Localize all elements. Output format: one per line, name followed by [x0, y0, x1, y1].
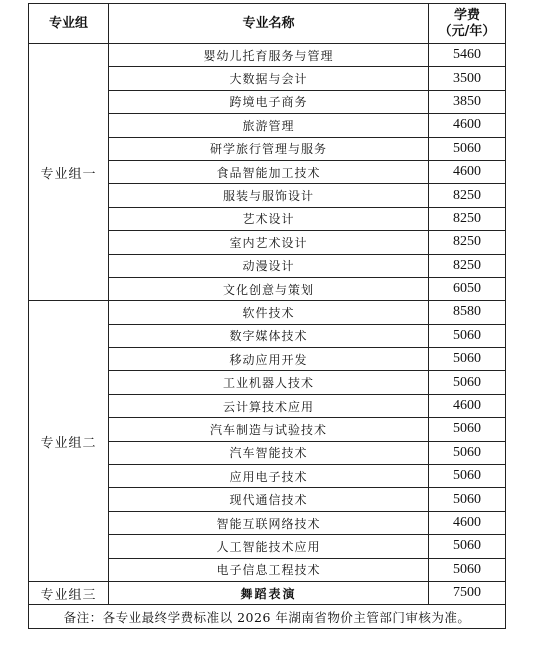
major-name: 人工智能技术应用: [109, 535, 429, 558]
group-label: 专业组二: [29, 301, 109, 582]
major-fee: 4600: [429, 114, 506, 137]
table-body: [29, 44, 506, 605]
header-major-name: 专业名称: [109, 4, 429, 44]
header-fee-title: 学费: [453, 7, 480, 23]
major-name: 工业机器人技术: [109, 371, 429, 394]
major-fee: 5060: [429, 558, 506, 581]
major-fee: 8580: [429, 301, 506, 324]
major-name: 艺术设计: [109, 207, 429, 230]
major-name: 婴幼儿托育服务与管理: [109, 44, 429, 67]
major-name: 软件技术: [109, 301, 429, 324]
table-row: [29, 581, 506, 604]
major-fee: 3500: [429, 67, 506, 90]
major-name: 移动应用开发: [109, 348, 429, 371]
major-fee: 8250: [429, 254, 506, 277]
major-fee: 4600: [429, 160, 506, 183]
major-name: 研学旅行管理与服务: [109, 137, 429, 160]
major-fee: 5060: [429, 137, 506, 160]
major-name: 服装与服饰设计: [109, 184, 429, 207]
major-fee: 5060: [429, 441, 506, 464]
major-name: 智能互联网络技术: [109, 511, 429, 534]
major-fee: 5060: [429, 324, 506, 347]
header-group: 专业组: [29, 4, 109, 44]
major-name: 室内艺术设计: [109, 231, 429, 254]
major-name: 现代通信技术: [109, 488, 429, 511]
major-fee: 8250: [429, 184, 506, 207]
major-fee: 6050: [429, 277, 506, 300]
major-name: 应用电子技术: [109, 465, 429, 488]
major-fee: 5060: [429, 465, 506, 488]
header-fee-unit: （元/年）: [438, 23, 496, 39]
group-label: 专业组一: [29, 44, 109, 301]
major-name: 旅游管理: [109, 114, 429, 137]
major-fee: 8250: [429, 231, 506, 254]
header-fee: [429, 4, 506, 44]
table-row: [29, 301, 506, 324]
tuition-table: [28, 3, 506, 629]
note-row: [29, 605, 506, 629]
major-name: 食品智能加工技术: [109, 160, 429, 183]
major-fee: 3850: [429, 90, 506, 113]
major-fee: 5060: [429, 488, 506, 511]
major-fee: 5460: [429, 44, 506, 67]
table-row: [29, 44, 506, 67]
major-fee: 8250: [429, 207, 506, 230]
table-header-row: [29, 4, 506, 44]
major-fee: 5060: [429, 348, 506, 371]
major-name: 汽车制造与试验技术: [109, 418, 429, 441]
major-name: 数字媒体技术: [109, 324, 429, 347]
major-name: 电子信息工程技术: [109, 558, 429, 581]
major-name: 舞蹈表演: [109, 581, 429, 604]
major-name: 文化创意与策划: [109, 277, 429, 300]
note-text: 备注：各专业最终学费标准以 2026 年湖南省物价主管部门审核为准。: [29, 605, 506, 629]
major-name: 大数据与会计: [109, 67, 429, 90]
group-label: 专业组三: [29, 581, 109, 604]
major-fee: 4600: [429, 511, 506, 534]
major-fee: 5060: [429, 371, 506, 394]
major-name: 云计算技术应用: [109, 394, 429, 417]
major-fee: 4600: [429, 394, 506, 417]
major-name: 动漫设计: [109, 254, 429, 277]
major-fee: 7500: [429, 581, 506, 604]
major-fee: 5060: [429, 418, 506, 441]
major-name: 汽车智能技术: [109, 441, 429, 464]
major-name: 跨境电子商务: [109, 90, 429, 113]
major-fee: 5060: [429, 535, 506, 558]
